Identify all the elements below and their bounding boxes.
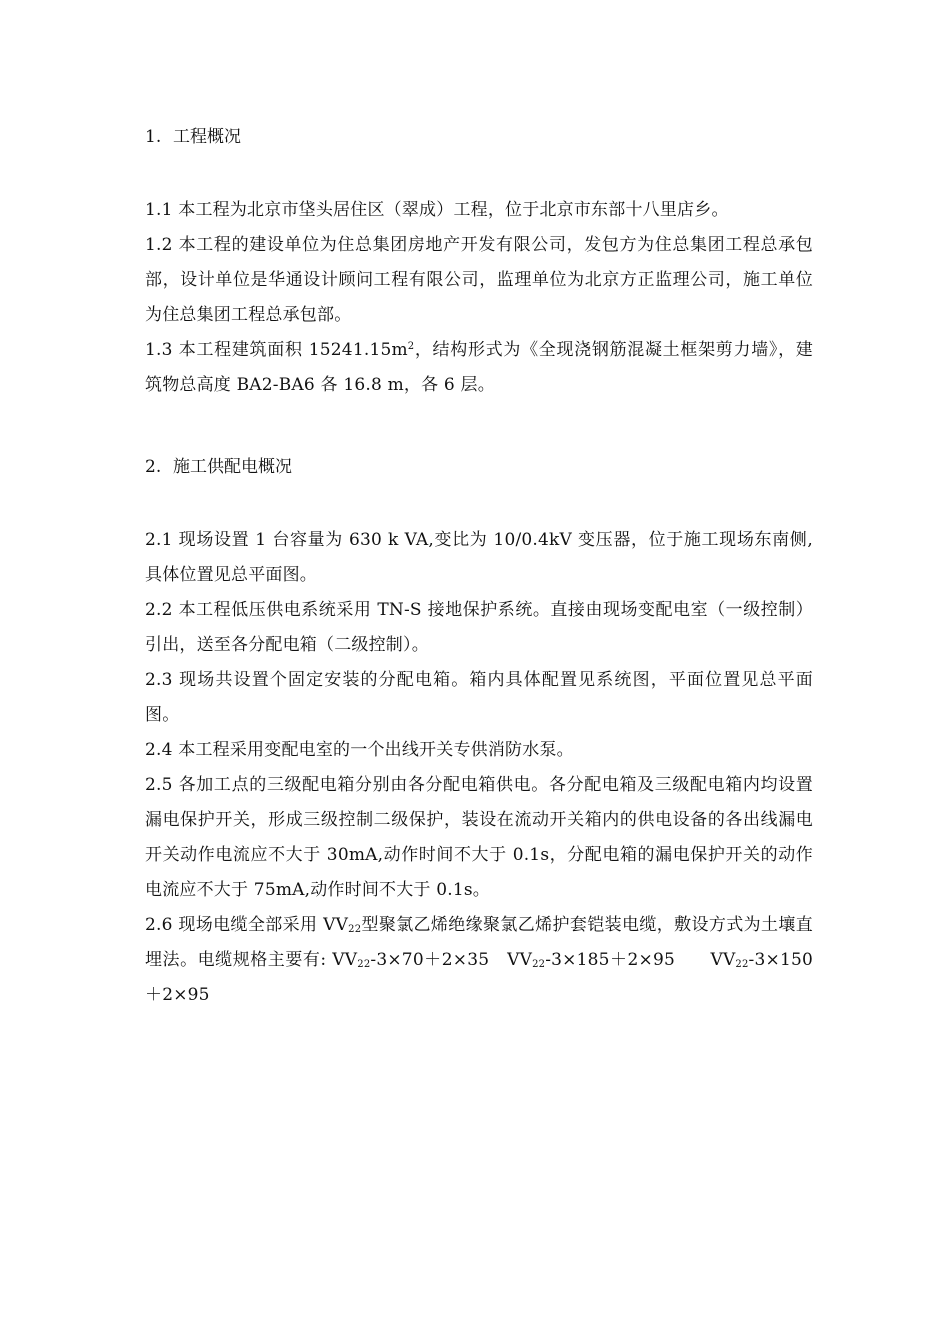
paragraph-2-1: 2.1 现场设置 1 台容量为 630 k VA,变比为 10/0.4kV 变压器，位于施工现场东南侧,具体位置见总平面图。 [145, 530, 813, 585]
section-title: 工程概况 [173, 127, 241, 147]
section-heading-2 [145, 450, 292, 485]
paragraph-2-6: 2.6 现场电缆全部采用 $VV_{22}$型聚氯乙烯绝缘聚氯乙烯护套铠装电缆，敷设方式为土壤直埋法。电缆规格主要有: $VV_{22}-3\times 70+2\times 35$ $VV_{22}-3\times 185+2\times 95$ $VV_{22}-3\times 150+2\times 95$ [145, 915, 813, 1005]
section-heading-1 [145, 120, 241, 155]
paragraph-2-5: 2.5 各加工点的三级配电箱分别由各分配电箱供电。各分配电箱及三级配电箱内均设置漏电保护开关，形成三级控制二级保护，装设在流动开关箱内的供电设备的各出线漏电开关动作电流应不大于 30mA,动作时间不大于 0.1s，分配电箱的漏电保护开关的动作电流应不大于 75mA,动作时间不大于 0.1s。 [145, 775, 813, 900]
paragraph-2-3: 2.3 现场共设置个固定安装的分配电箱。箱内具体配置见系统图，平面位置见总平面图。 [145, 670, 813, 725]
paragraph-2-4: 2.4 本工程采用变配电室的一个出线开关专供消防水泵。 [145, 740, 574, 760]
section-title: 施工供配电概况 [173, 457, 292, 477]
section-number: 2. [145, 457, 162, 477]
paragraph-1-1: 1.1 本工程为北京市垡头居住区（翠成）工程，位于北京市东部十八里店乡。 [145, 200, 729, 220]
paragraph-1-3: 1.3 本工程建筑面积 $15241.15m^2$，结构形式为《全现浇钢筋混凝土框架剪力墙》，建筑物总高度 BA2-BA6 各 16.8 m，各 6 层。 [145, 340, 813, 395]
section-number: 1. [145, 127, 162, 147]
paragraph-1-2: 1.2 本工程的建设单位为住总集团房地产开发有限公司，发包方为住总集团工程总承包部，设计单位是华通设计顾问工程有限公司，监理单位为北京方正监理公司，施工单位为住总集团工程总承包部。 [145, 235, 813, 325]
section-2-body [145, 523, 813, 1013]
section-1-body [145, 193, 813, 403]
paragraph-2-2: 2.2 本工程低压供电系统采用 TN-S 接地保护系统。直接由现场变配电室（一级控制）引出，送至各分配电箱（二级控制）。 [145, 600, 813, 655]
